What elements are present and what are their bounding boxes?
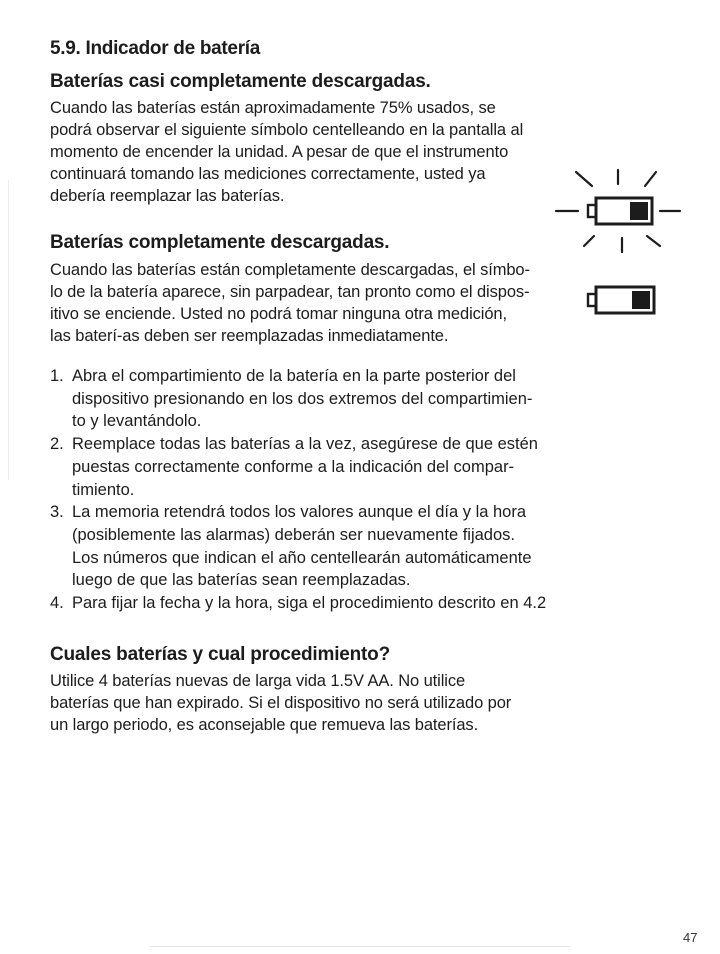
text-line: (posiblemente las alarmas) deberán ser nuevamente fijados. [72,525,515,544]
text-line: Utilice 4 baterías nuevas de larga vida 1.5V AA. No utilice [50,672,466,690]
text-line: Los números que indican el año centellearán automáticamente [72,548,532,567]
step-number: 4. [50,594,64,613]
step-number: 2. [50,435,64,454]
text-line: debería reemplazar las baterías. [50,187,285,205]
page-number: 47 [683,930,698,945]
replacement-steps-list [50,365,550,615]
text-line: momento de encender la unidad. A pesar de que el instrumento [50,143,509,161]
text-line: luego de que las baterías sean reemplazadas. [72,571,411,590]
text-line: puestas correctamente conforme a la indicación del compar- [72,457,515,476]
which-batteries-paragraph [50,670,540,736]
list-item [50,433,550,501]
list-item [50,501,550,592]
list-item [50,592,550,615]
nearly-empty-paragraph [50,97,540,207]
which-batteries-heading: Cuales baterías y cual procedimiento? [50,644,390,665]
battery-low-flashing-icon [548,168,688,260]
text-line: La memoria retendrá todos los valores aunque el día y la hora [72,503,527,522]
text-line: Abra el compartimiento de la batería en la parte posterior del [72,367,516,385]
text-line: Para fijar la fecha y la hora, siga el procedimiento descrito en 4.2 [72,594,547,613]
text-line: continuará tomando las mediciones correctamente, usted ya [50,165,486,183]
section-title [50,38,260,60]
nearly-empty-heading: Baterías casi completamente descargadas. [50,71,431,92]
text-line: las baterí-as deben ser reemplazadas inmediatamente. [50,327,449,345]
text-line: timiento. [72,480,135,499]
text-line: lo de la batería aparece, sin parpadear, tan pronto como el dispos- [50,283,530,301]
text-line: podrá observar el siguiente símbolo centelleando en la pantalla al [50,121,524,139]
text-line: Reemplace todas las baterías a la vez, asegúrese de que estén [72,435,538,454]
step-number: 1. [50,367,64,385]
list-item [50,365,550,433]
section-title-text: Indicador de batería [85,38,261,59]
scan-margin-line [8,180,9,480]
text-line: to y levantándolo. [72,412,202,431]
text-line: un largo periodo, es aconsejable que remueva las baterías. [50,716,479,734]
step-number: 3. [50,503,64,522]
scan-bottom-rule [150,946,570,947]
battery-low-icon [584,283,660,317]
text-line: Cuando las baterías están aproximadamente 75% usados, se [50,99,496,117]
text-line: baterías que han expirado. Si el dispositivo no será utilizado por [50,694,512,712]
text-line: dispositivo presionando en los dos extremos del compartimien- [72,389,533,408]
text-line: itivo se enciende. Usted no podrá tomar ninguna otra medición, [50,305,507,323]
section-number: 5.9. [50,38,81,59]
text-line: Cuando las baterías están completamente descargadas, el símbo- [50,261,530,279]
empty-paragraph [50,259,540,347]
empty-heading: Baterías completamente descargadas. [50,232,390,253]
